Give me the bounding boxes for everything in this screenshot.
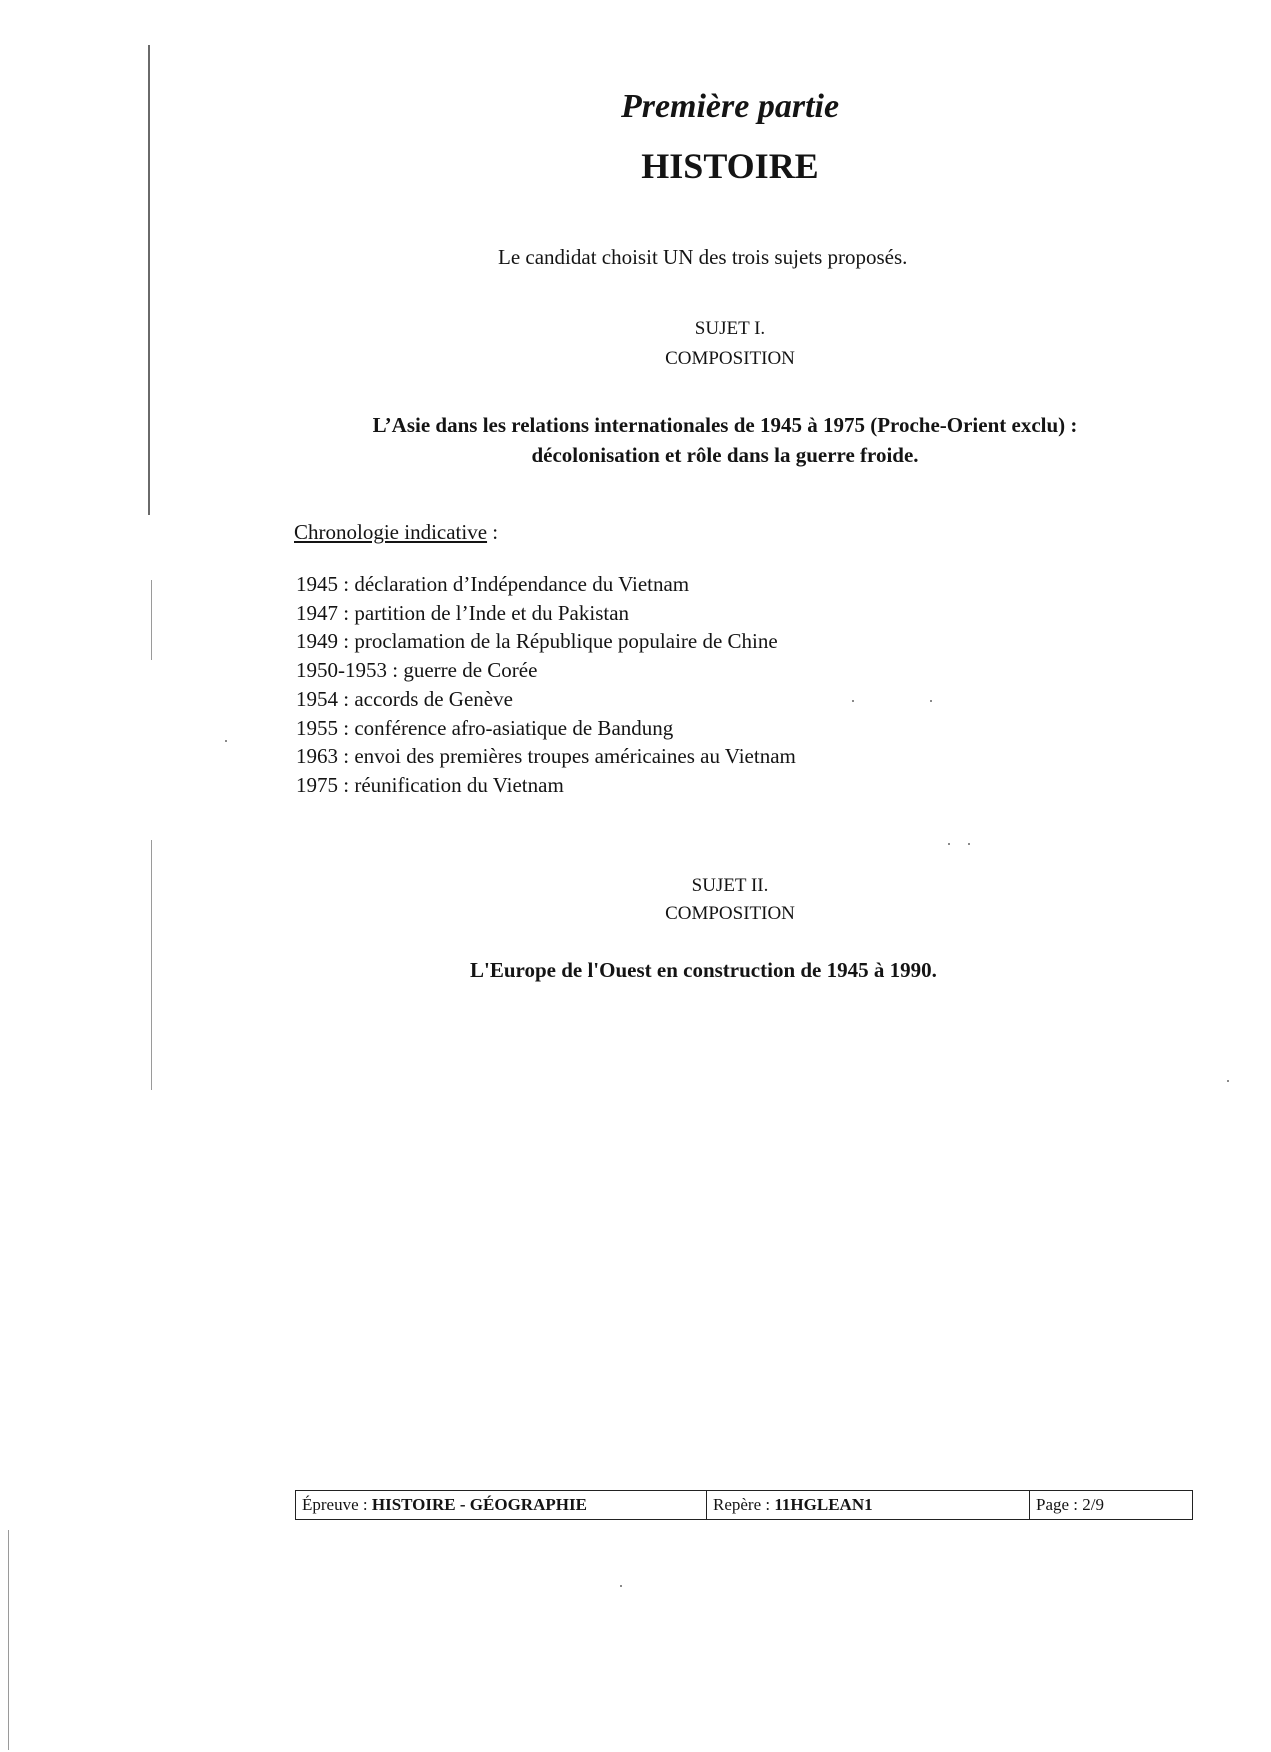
chronology-item: 1963 : envoi des premières troupes américaines au Vietnam <box>296 744 796 769</box>
scan-margin-line <box>148 45 150 515</box>
footer-repere-label: Repère : <box>713 1495 775 1514</box>
subject1-title <box>260 410 1190 470</box>
footer-repere-value: 11HGLEAN1 <box>774 1495 873 1514</box>
subject1-type: COMPOSITION <box>665 348 795 369</box>
scan-speck <box>930 700 932 702</box>
chronology-heading <box>294 520 498 545</box>
chronology-item: 1975 : réunification du Vietnam <box>296 772 564 797</box>
chronology-heading-colon: : <box>487 520 499 544</box>
footer-epreuve-cell <box>296 1491 707 1520</box>
scan-margin-line <box>8 1530 9 1750</box>
subject2-number: SUJET II. <box>691 875 769 896</box>
subject2-type: COMPOSITION <box>665 903 795 924</box>
footer-epreuve-value: HISTOIRE - GÉOGRAPHIE <box>371 1495 587 1514</box>
subject1-title-line2: décolonisation et rôle dans la guerre froide. <box>531 443 919 467</box>
part-title: Première partie <box>620 88 840 125</box>
section-title: HISTOIRE <box>641 146 819 186</box>
subject2-title: L'Europe de l'Ouest en construction de 1945 à 1990. <box>470 958 937 982</box>
instruction-text: Le candidat choisit UN des trois sujets proposés. <box>498 245 908 269</box>
footer-page-label: Page : 2/9 <box>1036 1495 1104 1514</box>
scan-speck <box>852 700 854 702</box>
chronology-item: 1945 : déclaration d’Indépendance du Vietnam <box>296 572 690 596</box>
chronology-heading-label: Chronologie indicative <box>294 520 488 544</box>
scan-margin-line <box>151 580 152 660</box>
scan-margin-line <box>151 840 152 1090</box>
chronology-item: 1949 : proclamation de la République populaire de Chine <box>296 629 778 654</box>
chronology-list <box>296 570 796 800</box>
subject1-title-line1: L’Asie dans les relations internationales de 1945 à 1975 (Proche-Orient exclu) : <box>372 413 1078 437</box>
subject1-number: SUJET I. <box>694 318 766 339</box>
footer-row <box>296 1491 1193 1520</box>
footer-epreuve-label: Épreuve : <box>302 1495 372 1514</box>
chronology-item: 1955 : conférence afro-asiatique de Bandung <box>296 715 674 740</box>
scan-speck <box>948 843 950 845</box>
footer-page-cell <box>1030 1491 1193 1520</box>
chronology-item: 1950-1953 : guerre de Corée <box>296 658 538 683</box>
footer-table <box>295 1490 1193 1520</box>
scan-speck <box>1227 1080 1229 1082</box>
scan-speck <box>620 1585 622 1587</box>
chronology-item: 1954 : accords de Genève <box>296 686 513 711</box>
scan-speck <box>968 843 970 845</box>
footer-repere-cell <box>707 1491 1030 1520</box>
chronology-item: 1947 : partition de l’Inde et du Pakistan <box>296 600 630 625</box>
scan-speck <box>225 740 227 742</box>
